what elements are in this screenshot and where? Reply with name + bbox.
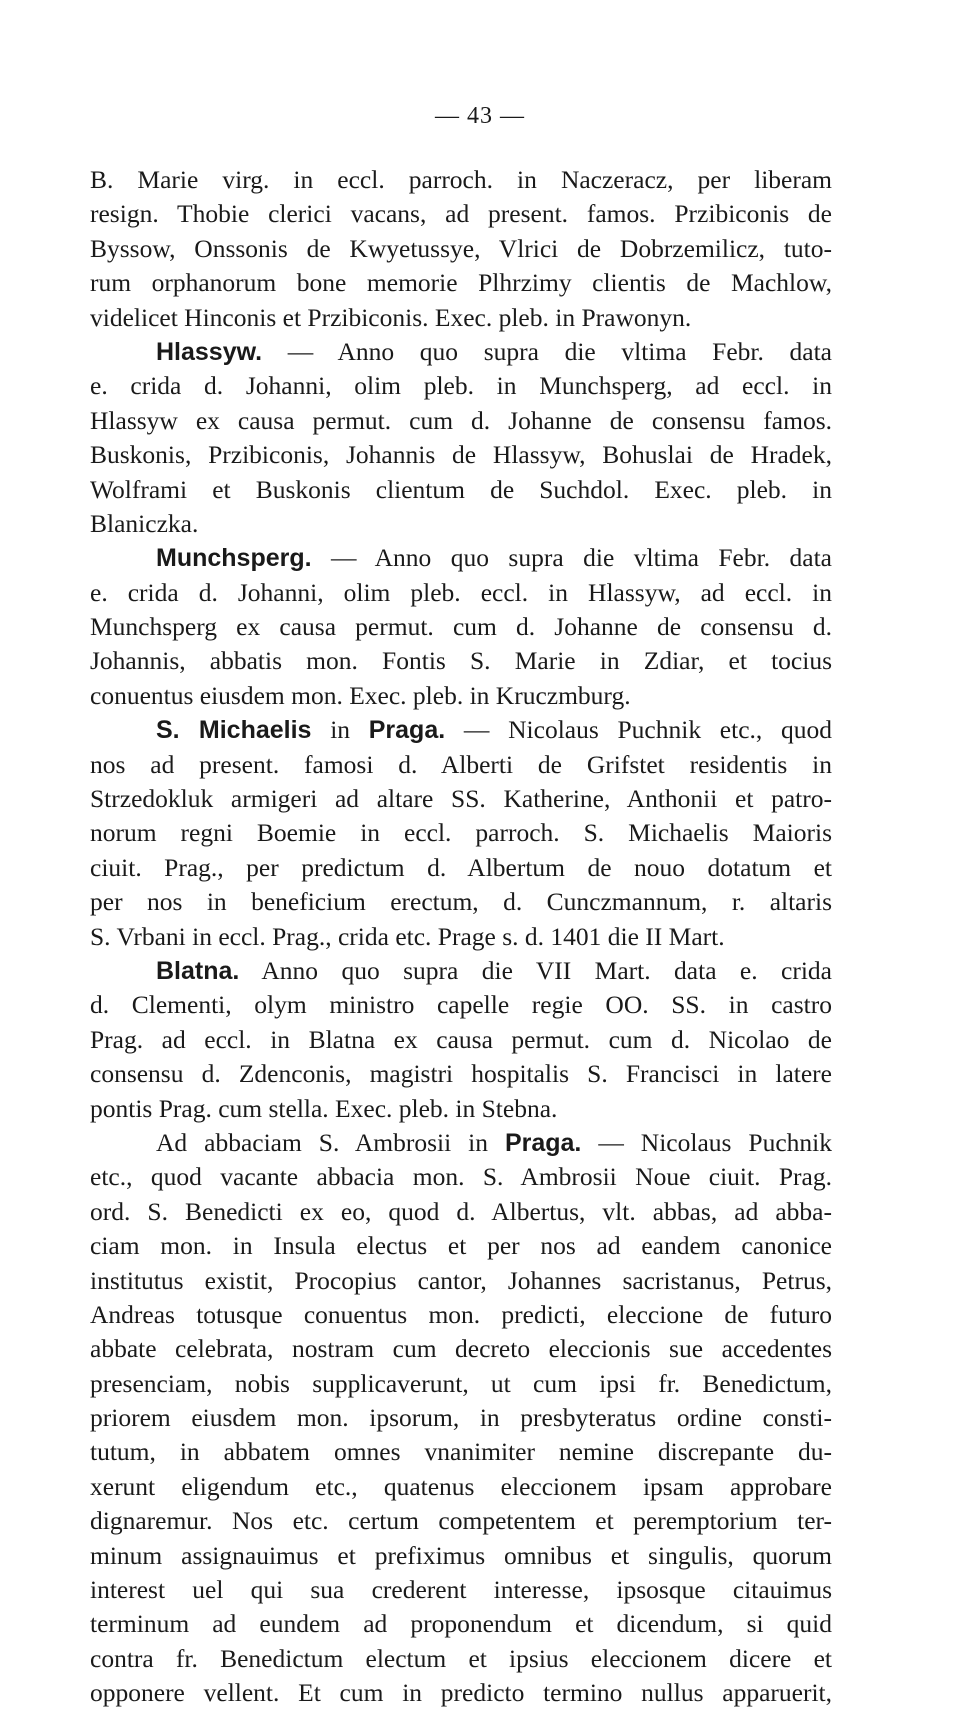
- text-line: [90, 1573, 832, 1607]
- entry-heading: Blatna.: [156, 956, 240, 985]
- text-segment: videlicet Hinconis et Przibiconis. Exec. pleb. in Prawonyn.: [90, 302, 692, 332]
- text-segment: terminum ad eundem ad proponendum et dicendum, si quid: [90, 1609, 832, 1639]
- paragraph: [90, 713, 832, 954]
- entry-heading: Praga.: [504, 1128, 582, 1157]
- text-line: [90, 1126, 832, 1160]
- text-segment: Anno quo supra die VII Mart. data e. crida: [239, 955, 832, 985]
- text-line: [90, 816, 832, 850]
- text-segment: tutum, in abbatem omnes vnanimiter nemine discrepante du-: [90, 1437, 832, 1467]
- text-line: [90, 1023, 832, 1057]
- text-line: [90, 335, 832, 369]
- text-segment: d. Clementi, olym ministro capelle regie OO. SS. in castro: [90, 990, 832, 1020]
- text-line: [90, 644, 832, 678]
- text-segment: opponere vellent. Et cum in predicto termino nullus apparuerit,: [90, 1678, 832, 1708]
- text-segment: resign. Thobie clerici vacans, ad present. famos. Przibiconis de: [90, 199, 832, 229]
- text-segment: Andreas totusque conuentus mon. predicti, eleccione de futuro: [90, 1299, 832, 1329]
- text-segment: — Nicolaus Puchnik etc., quod: [445, 715, 832, 745]
- text-line: [90, 1607, 832, 1641]
- text-line: [90, 782, 832, 816]
- text-line: [90, 473, 832, 507]
- text-line: [90, 713, 832, 747]
- entry-heading: Hlassyw.: [156, 337, 263, 366]
- text-line: [90, 1229, 832, 1263]
- text-segment: Buskonis, Przibiconis, Johannis de Hlassyw, Bohuslai de Hradek,: [90, 440, 832, 470]
- text-line: [90, 851, 832, 885]
- text-segment: Munchsperg ex causa permut. cum d. Johanne de consensu d.: [90, 612, 832, 642]
- text-segment: conuentus eiusdem mon. Exec. pleb. in Kruczmburg.: [90, 680, 631, 710]
- paragraph: [90, 163, 832, 335]
- text-line: [90, 1401, 832, 1435]
- text-line: [90, 1504, 832, 1538]
- text-line: [90, 1539, 832, 1573]
- paragraph: [90, 954, 832, 1126]
- text-line: [90, 1092, 832, 1126]
- text-line: [90, 197, 832, 231]
- text-line: [90, 748, 832, 782]
- text-line: [90, 1195, 832, 1229]
- text-line: [90, 1057, 832, 1091]
- text-segment: consensu d. Zdenconis, magistri hospitalis S. Francisci in latere: [90, 1059, 832, 1089]
- text-segment: priorem eiusdem mon. ipsorum, in presbyteratus ordine consti-: [90, 1403, 832, 1433]
- text-segment: pontis Prag. cum stella. Exec. pleb. in Stebna.: [90, 1093, 558, 1123]
- text-segment: — Nicolaus Puchnik: [581, 1127, 832, 1157]
- entry-heading: S. Michaelis: [156, 716, 312, 745]
- text-segment: e. crida d. Johanni, olim pleb. eccl. in Hlassyw, ad eccl. in: [90, 577, 832, 607]
- text-segment: Strzedokluk armigeri ad altare SS. Katherine, Anthonii et patro-: [90, 784, 832, 814]
- text-line: [90, 369, 832, 403]
- text-line: [90, 1642, 832, 1676]
- text-line: [90, 1264, 832, 1298]
- text-segment: e. crida d. Johanni, olim pleb. in Munchsperg, ad eccl. in: [90, 371, 832, 401]
- text-segment: Ad abbaciam S. Ambrosii in: [156, 1127, 505, 1157]
- text-segment: institutus existit, Procopius cantor, Johannes sacristanus, Petrus,: [90, 1265, 832, 1295]
- paragraph: [90, 541, 832, 713]
- text-line: [90, 301, 832, 335]
- text-segment: — Anno quo supra die vltima Febr. data: [311, 543, 832, 573]
- text-segment: ciam mon. in Insula electus et per nos ad eandem canonice: [90, 1231, 832, 1261]
- text-segment: S. Vrbani in eccl. Prag., crida etc. Prage s. d. 1401 die II Mart.: [90, 921, 725, 951]
- text-segment: B. Marie virg. in eccl. parroch. in Naczeracz, per liberam: [90, 165, 832, 194]
- text-line: [90, 885, 832, 919]
- text-segment: — Anno quo supra die vltima Febr. data: [262, 336, 832, 366]
- text-segment: dignaremur. Nos etc. certum competentem et peremptorium ter-: [90, 1506, 832, 1536]
- text-segment: rum orphanorum bone memorie Plhrzimy clientis de Machlow,: [90, 268, 832, 298]
- text-line: [90, 1435, 832, 1469]
- text-line: [90, 679, 832, 713]
- entry-heading: Munchsperg.: [156, 544, 312, 573]
- text-line: [90, 1367, 832, 1401]
- text-line: [90, 1160, 832, 1194]
- text-segment: presenciam, nobis supplicaverunt, ut cum ipsi fr. Benedictum,: [90, 1368, 832, 1398]
- text-segment: xerunt eligendum etc., quatenus eleccionem ipsam approbare: [90, 1471, 832, 1501]
- text-line: [90, 920, 832, 954]
- text-segment: Prag. ad eccl. in Blatna ex causa permut. cum d. Nicolao de: [90, 1024, 832, 1054]
- paragraph: [90, 335, 832, 541]
- text-line: [90, 576, 832, 610]
- paragraph: [90, 1126, 832, 1711]
- text-segment: norum regni Boemie in eccl. parroch. S. Michaelis Maioris: [90, 818, 832, 848]
- body-text: [90, 163, 832, 1711]
- text-line: [90, 232, 832, 266]
- text-segment: etc., quod vacante abbacia mon. S. Ambrosii Noue ciuit. Prag.: [90, 1162, 832, 1192]
- text-line: [90, 404, 832, 438]
- text-segment: Wolframi et Buskonis clientum de Suchdol. Exec. pleb. in: [90, 474, 832, 504]
- text-line: [90, 610, 832, 644]
- text-segment: per nos in beneficium erectum, d. Cunczmannum, r. altaris: [90, 887, 832, 917]
- text-segment: minum assignauimus et prefiximus omnibus et singulis, quorum: [90, 1540, 832, 1570]
- text-segment: Blaniczka.: [90, 508, 199, 538]
- text-segment: interest uel qui sua crederent interesse, ipsosque citauimus: [90, 1575, 832, 1605]
- text-line: [90, 266, 832, 300]
- text-segment: ciuit. Prag., per predictum d. Albertum de nouo dotatum et: [90, 852, 832, 882]
- text-line: [90, 507, 832, 541]
- entry-heading: Praga.: [368, 716, 446, 745]
- text-segment: nos ad present. famosi d. Alberti de Grifstet residentis in: [90, 749, 832, 779]
- text-segment: contra fr. Benedictum electum et ipsius eleccionem dicere et: [90, 1643, 832, 1673]
- text-line: [90, 988, 832, 1022]
- text-segment: ord. S. Benedicti ex eo, quod d. Albertus, vlt. abbas, ad abba-: [90, 1196, 832, 1226]
- text-segment: Byssow, Onssonis de Kwyetussye, Vlrici de Dobrzemilicz, tuto-: [90, 233, 832, 263]
- text-segment: Hlassyw ex causa permut. cum d. Johanne de consensu famos.: [90, 405, 832, 435]
- page-number: — 43 —: [435, 103, 525, 129]
- text-segment: Johannis, abbatis mon. Fontis S. Marie in Zdiar, et tocius: [90, 646, 832, 676]
- text-line: [90, 1332, 832, 1366]
- text-line: [90, 438, 832, 472]
- text-line: [90, 163, 832, 197]
- text-line: [90, 954, 832, 988]
- text-segment: abbate celebrata, nostram cum decreto eleccionis sue accedentes: [90, 1334, 832, 1364]
- text-line: [90, 541, 832, 575]
- text-line: [90, 1298, 832, 1332]
- text-line: [90, 1470, 832, 1504]
- text-line: [90, 1676, 832, 1710]
- text-segment: in: [311, 715, 369, 745]
